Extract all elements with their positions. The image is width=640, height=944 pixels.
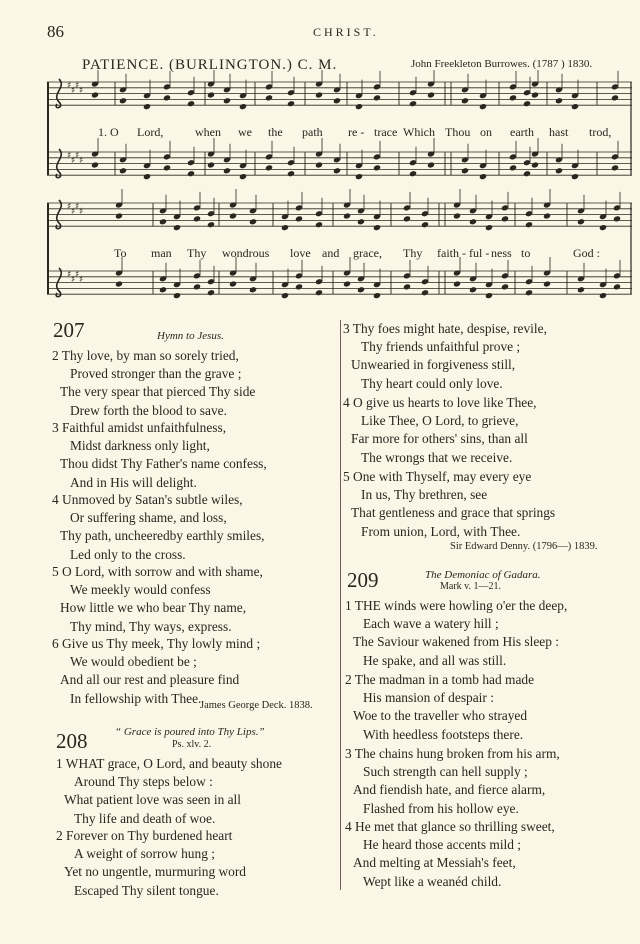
hymn-line: 6 Give us Thy meek, Thy lowly mind ; bbox=[52, 636, 261, 651]
svg-text:♯: ♯ bbox=[79, 86, 84, 96]
lyric-syllable: Which bbox=[403, 125, 435, 139]
svg-text:♯: ♯ bbox=[79, 275, 84, 285]
lyric-syllable: To bbox=[114, 246, 127, 260]
hymn-line: 1 WHAT grace, O Lord, and beauty shone bbox=[56, 756, 282, 771]
hymn-line: And fiendish hate, and fierce alarm, bbox=[353, 782, 546, 798]
hymn-line: Yet no ungentle, murmuring word bbox=[64, 864, 247, 880]
hymn-line: 4 He met that glance so thrilling sweet, bbox=[345, 819, 555, 834]
hymn-line: Thy path, uncheeredby earthly smiles, bbox=[60, 528, 265, 544]
hymn-line: He spake, and all was still. bbox=[363, 652, 507, 668]
lyric-syllable: hast bbox=[549, 125, 569, 139]
hymn-line: Around Thy steps below : bbox=[74, 774, 213, 790]
hymn-number-208: 208 bbox=[56, 729, 88, 753]
hymn-line: 1 THE winds were howling o'er the deep, bbox=[345, 598, 568, 613]
hymn-line: Woe to the traveller who strayed bbox=[353, 708, 528, 724]
hymn-line: Far more for others' sins, than all bbox=[351, 431, 528, 447]
hymn-line: Thy mind, Thy ways, express. bbox=[70, 618, 232, 634]
hymn-line: How little we who bear Thy name, bbox=[60, 600, 247, 616]
lyric-syllable: grace, bbox=[353, 246, 382, 260]
hymn-title-207: Hymn to Jesus. bbox=[157, 330, 224, 342]
hymn-line: Drew forth the blood to save. bbox=[70, 402, 227, 418]
svg-text:♯: ♯ bbox=[75, 202, 80, 212]
svg-text:♯: ♯ bbox=[67, 270, 72, 280]
hymn-line: Each wave a watery hill ; bbox=[363, 616, 499, 632]
hymn-207-attribution: James George Deck. 1838. bbox=[200, 700, 313, 711]
hymn-line: Led only to the cross. bbox=[70, 546, 186, 562]
hymn-title-208: “ Grace is poured into Thy Lips.” bbox=[115, 726, 265, 738]
hymn-line: Thy friends unfaithful prove ; bbox=[361, 339, 521, 355]
svg-text:♯: ♯ bbox=[75, 151, 80, 161]
hymn-line: Midst darkness only light, bbox=[70, 438, 210, 454]
hymn-line: Escaped Thy silent tongue. bbox=[74, 882, 219, 898]
hymn-line: 5 One with Thyself, may every eye bbox=[343, 469, 532, 484]
lyric-syllable: Thy bbox=[187, 246, 207, 260]
svg-text:♯: ♯ bbox=[71, 275, 76, 285]
hymn-line: What patient love was seen in all bbox=[64, 792, 241, 808]
hymn-line: Thy heart could only love. bbox=[361, 375, 503, 391]
lyric-syllable: the bbox=[268, 125, 283, 139]
svg-text:♯: ♯ bbox=[71, 207, 76, 217]
lyric-syllable: on bbox=[480, 125, 492, 139]
svg-text:♯: ♯ bbox=[67, 202, 72, 212]
svg-text:♯: ♯ bbox=[75, 270, 80, 280]
svg-text:♯: ♯ bbox=[67, 151, 72, 161]
lyric-syllable: 1. O bbox=[98, 125, 119, 139]
svg-text:♯: ♯ bbox=[71, 156, 76, 166]
hymn-line: 4 O give us hearts to love like Thee, bbox=[343, 395, 537, 410]
hymn-line: From union, Lord, with Thee. bbox=[361, 523, 521, 539]
hymn-line: And melting at Messiah's feet, bbox=[353, 855, 516, 871]
lyric-syllable: we bbox=[238, 125, 252, 139]
page-number: 86 bbox=[47, 22, 64, 41]
lyric-syllable: trace bbox=[374, 125, 398, 139]
lyric-syllable: Thou bbox=[445, 125, 471, 139]
column-divider bbox=[340, 320, 341, 890]
lyric-syllable: man bbox=[151, 246, 172, 260]
hymn-line: Such strength can hell supply ; bbox=[363, 764, 528, 780]
lyric-syllable: faith - ful - bbox=[437, 246, 490, 260]
hymn-line: 2 Forever on Thy burdened heart bbox=[56, 828, 233, 843]
lyric-syllable: earth bbox=[510, 125, 534, 139]
hymn-line: 3 Faithful amidst unfaithfulness, bbox=[52, 420, 227, 435]
svg-text:♯: ♯ bbox=[67, 81, 72, 91]
lyric-syllable: when bbox=[195, 125, 221, 139]
hymn-line: 3 Thy foes might hate, despise, revile, bbox=[343, 321, 547, 336]
hymn-ref-208: Ps. xlv. 2. bbox=[172, 739, 212, 750]
hymn-line: That gentleness and grace that springs bbox=[351, 505, 556, 521]
hymn-number-209: 209 bbox=[347, 568, 379, 592]
svg-text:♯: ♯ bbox=[71, 86, 76, 96]
tune-composer: John Freekleton Burrowes. (1787 ) 1830. bbox=[411, 58, 593, 70]
hymn-ref-209: Mark v. 1—21. bbox=[440, 581, 502, 592]
hymn-line: Flashed from his hollow eye. bbox=[363, 800, 519, 816]
lyric-syllable: Thy bbox=[403, 246, 423, 260]
hymn-line: Thou didst Thy Father's name confess, bbox=[60, 456, 267, 472]
lyric-syllable: God : bbox=[573, 246, 600, 260]
lyric-syllable: trod, bbox=[589, 125, 612, 139]
hymn-line: Thy life and death of woe. bbox=[74, 810, 216, 826]
music-score bbox=[47, 70, 632, 310]
hymn-line: In fellowship with Thee. bbox=[70, 690, 202, 706]
svg-text:♯: ♯ bbox=[75, 81, 80, 91]
hymn-line: 4 Unmoved by Satan's subtle wiles, bbox=[52, 492, 243, 507]
hymn-line: The Saviour wakened from His sleep : bbox=[353, 634, 560, 650]
lyric-syllable: and bbox=[322, 246, 340, 260]
hymn-line: In us, Thy brethren, see bbox=[361, 487, 488, 503]
hymn-line: We would obedient be ; bbox=[70, 654, 197, 670]
hymn-line: And all our rest and pleasure find bbox=[60, 672, 240, 688]
hymn-line: And in His will delight. bbox=[70, 474, 197, 490]
svg-text:♯: ♯ bbox=[79, 156, 84, 166]
hymn-title-209: The Demoniac of Gadara. bbox=[425, 569, 541, 581]
hymn-line: Like Thee, O Lord, to grieve, bbox=[361, 413, 519, 429]
lyric-syllable: wondrous bbox=[222, 246, 270, 260]
svg-text:♯: ♯ bbox=[79, 207, 84, 217]
hymn-line: His mansion of despair : bbox=[363, 690, 494, 706]
hymn-line: 3 The chains hung broken from his arm, bbox=[345, 746, 560, 761]
hymn-207-cont-attribution: Sir Edward Denny. (1796—) 1839. bbox=[450, 541, 598, 552]
hymn-line: Or suffering shame, and loss, bbox=[70, 510, 227, 526]
hymn-line: With heedless footsteps there. bbox=[363, 726, 524, 742]
hymn-line: Wept like a weanéd child. bbox=[363, 873, 502, 889]
hymn-line: 2 Thy love, by man so sorely tried, bbox=[52, 348, 239, 363]
hymn-line: We meekly would confess bbox=[70, 582, 211, 598]
hymn-line: A weight of sorrow hung ; bbox=[74, 846, 215, 862]
lyric-syllable: to bbox=[521, 246, 531, 260]
running-head: CHRIST. bbox=[313, 25, 379, 39]
lyric-syllable: re - bbox=[348, 125, 365, 139]
lyric-syllable: path bbox=[302, 125, 323, 139]
hymn-line: 2 The madman in a tomb had made bbox=[345, 672, 535, 687]
hymn-line: Proved stronger than the grave ; bbox=[70, 366, 242, 382]
lyric-syllable: ness bbox=[491, 246, 512, 260]
hymn-line: He heard those accents mild ; bbox=[363, 837, 522, 853]
hymn-line: The very spear that pierced Thy side bbox=[60, 384, 256, 400]
hymn-line: Unwearied in forgiveness still, bbox=[351, 357, 516, 373]
hymn-line: The wrongs that we receive. bbox=[361, 449, 513, 465]
lyric-syllable: love bbox=[290, 246, 311, 260]
hymn-line: 5 O Lord, with sorrow and with shame, bbox=[52, 564, 263, 579]
tune-name: PATIENCE. (BURLINGTON.) C. M. bbox=[82, 57, 338, 73]
lyric-syllable: Lord, bbox=[137, 125, 164, 139]
hymn-number-207: 207 bbox=[53, 318, 85, 342]
